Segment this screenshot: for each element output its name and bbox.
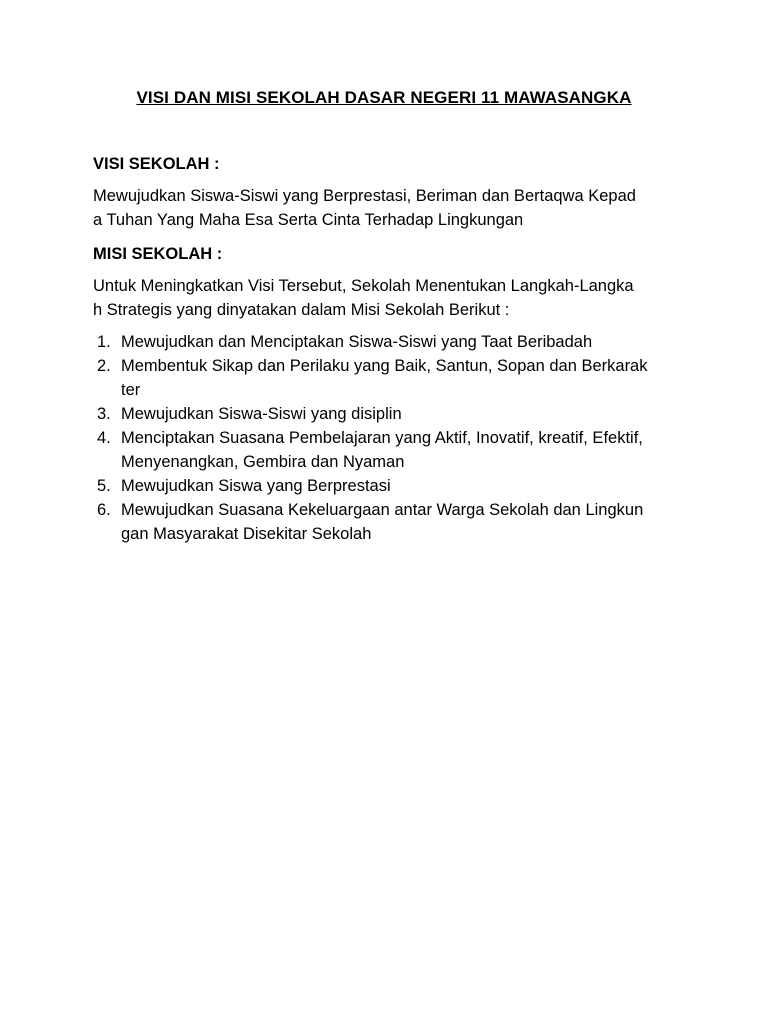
mission-item-line: Mewujudkan Suasana Kekeluargaan antar Warga Sekolah dan Lingkun — [121, 501, 644, 519]
mission-item-line: Menciptakan Suasana Pembelajaran yang Aktif, Inovatif, kreatif, Efektif, — [121, 429, 643, 447]
mission-intro — [93, 274, 683, 322]
mission-list — [93, 330, 683, 546]
mission-heading: MISI SEKOLAH : — [93, 245, 223, 263]
mission-list-item — [93, 354, 683, 402]
mission-number: 6. — [97, 501, 111, 519]
mission-list-item — [93, 402, 683, 426]
mission-number: 5. — [97, 477, 111, 495]
mission-item-line: Mewujudkan dan Menciptakan Siswa-Siswi yang Taat Beribadah — [121, 333, 593, 351]
mission-item-line: gan Masyarakat Disekitar Sekolah — [121, 525, 372, 543]
page-title: VISI DAN MISI SEKOLAH DASAR NEGERI 11 MAWASANGKA — [136, 88, 632, 107]
mission-number: 3. — [97, 405, 111, 423]
mission-item-line: Menyenangkan, Gembira dan Nyaman — [121, 453, 405, 471]
vision-heading: VISI SEKOLAH : — [93, 155, 220, 173]
vision-section — [93, 152, 683, 232]
vision-text — [93, 184, 683, 232]
mission-item-line: Mewujudkan Siswa yang Berprestasi — [121, 477, 391, 495]
vision-line: a Tuhan Yang Maha Esa Serta Cinta Terhadap Lingkungan — [93, 211, 524, 229]
mission-section — [93, 242, 683, 546]
mission-number: 1. — [97, 333, 111, 351]
mission-list-item — [93, 426, 683, 474]
mission-intro-line: h Strategis yang dinyatakan dalam Misi Sekolah Berikut : — [93, 301, 510, 319]
mission-item-line: ter — [121, 381, 141, 399]
mission-intro-line: Untuk Meningkatkan Visi Tersebut, Sekolah Menentukan Langkah-Langka — [93, 277, 634, 295]
mission-item-line: Mewujudkan Siswa-Siswi yang disiplin — [121, 405, 402, 423]
document-content — [93, 152, 683, 546]
mission-list-item — [93, 474, 683, 498]
mission-number: 4. — [97, 429, 111, 447]
mission-item-line: Membentuk Sikap dan Perilaku yang Baik, Santun, Sopan dan Berkarak — [121, 357, 648, 375]
vision-line: Mewujudkan Siswa-Siswi yang Berprestasi, Beriman dan Bertaqwa Kepad — [93, 187, 636, 205]
mission-number: 2. — [97, 357, 111, 375]
mission-list-item — [93, 498, 683, 546]
mission-list-item — [93, 330, 683, 354]
